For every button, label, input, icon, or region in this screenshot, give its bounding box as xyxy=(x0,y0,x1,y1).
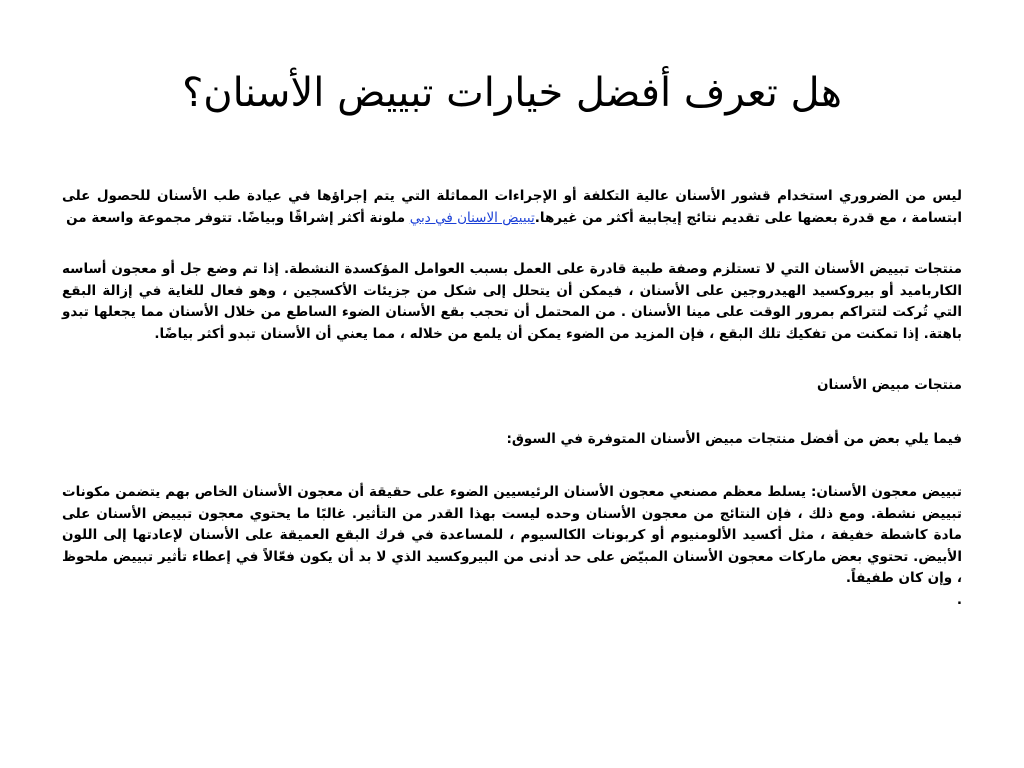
paragraph-otc-products: منتجات تبييض الأسنان التي لا تستلزم وصفة طبية قادرة على العمل بسبب العوامل المؤكسدة النشطة. إذا تم وضع جل أو معجون أساسه الكارباميد أو بيروكسيد الهيدروجين على الأسنان ، فيمكن أن يتحلل إلى شكل من جزيئات الأكسجين ، وهو فعال للغاية في إزالة البقع التي تُركت لتتراكم بمرور الوقت على مينا الأسنان . من المحتمل أن تحجب بقع الأسنان الضوء الساطع من خلال الأسنان مما يجعلها تبدو باهتة. إذا تمكنت من تفكيك تلك البقع ، فإن المزيد من الضوء يمكن أن يلمع من خلاله ، مما يعني أن الأسنان تبدو أكثر بياضًا. xyxy=(62,261,962,342)
trailing-period: . xyxy=(956,591,962,608)
paragraph-intro xyxy=(62,186,962,229)
paragraph-intro-text-before: ليس من الضروري استخدام قشور الأسنان عالية التكلفة أو الإجراءات المماثلة التي يتم إجراؤها في عيادة طب الأسنان للحصول على ابتسامة ، مع قدرة بعضها على تقديم نتائج إيجابية أكثر من غيرها. xyxy=(62,188,962,226)
page-title: هل تعرف أفضل خيارات تبييض الأسنان؟ xyxy=(182,70,842,116)
paragraph-toothpaste: تبييض معجون الأسنان: يسلط معظم مصنعي معجون الأسنان الرئيسيين الضوء على حقيقة أن معجون الأسنان الخاص بهم يتضمن مكونات تبييض نشطة. ومع ذلك ، فإن النتائج من معجون الأسنان وحده ليست بهذا القدر من التأثير. غالبًا ما يحتوي معجون تبييض الأسنان على مادة كاشطة خفيفة ، مثل أكسيد الألومنيوم أو كربونات الكالسيوم ، للمساعدة في فرك البقع العميقة على الأسنان لإعادتها إلى اللون الأبيض. تحتوي بعض ماركات معجون الأسنان المبيّض على حد أدنى من البيروكسيد الذي لا بد أن يكون فعّالاً في إعطاء تأثير تبييض ملحوظ ، وإن كان طفيفاً. xyxy=(62,484,962,586)
section-heading-products: منتجات مبيض الأسنان xyxy=(817,377,962,393)
slide-body xyxy=(62,186,962,611)
dubai-whitening-link[interactable]: تبييض الاسنان في دبي xyxy=(409,209,535,226)
paragraph-best-products-intro: فيما يلي بعض من أفضل منتجات مبيض الأسنان المتوفرة في السوق: xyxy=(506,430,962,447)
paragraph-intro-text-after: ملونة أكثر إشراقًا وبياضًا. تتوفر مجموعة واسعة من xyxy=(66,209,410,226)
